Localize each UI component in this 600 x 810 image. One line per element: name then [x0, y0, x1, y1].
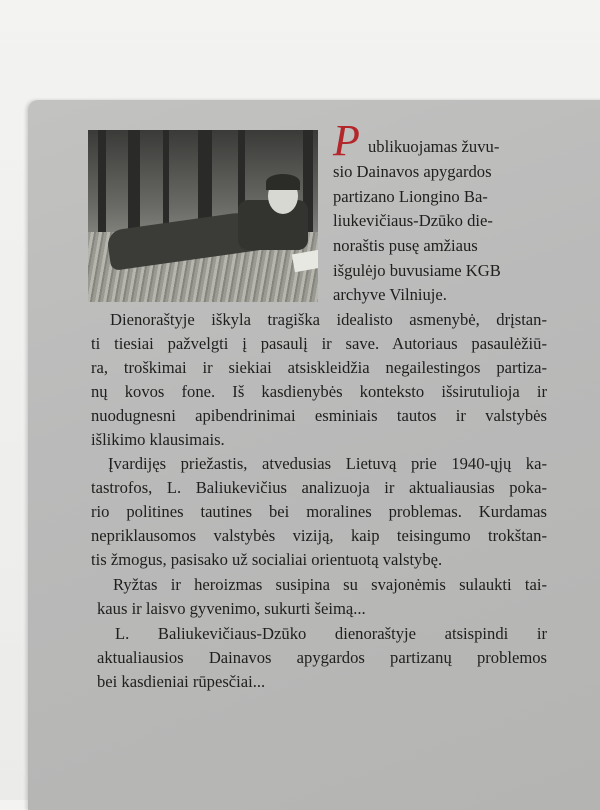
body-line: nepriklausomos valstybės viziją, kaip teisingumo trokštan-	[91, 526, 547, 545]
intro-line: archyve Vilniuje.	[333, 285, 447, 304]
body-line: Įvardijęs priežastis, atvedusias Lietuvą prie 1940-ųjų ka-	[108, 454, 547, 473]
body-line: išlikimo klausimais.	[91, 430, 225, 449]
partisan-photo	[88, 130, 318, 302]
intro-line: išgulėjo buvusiame KGB	[333, 261, 501, 280]
body-line: tastrofos, L. Baliukevičius analizuoja ir aktualiausias poka-	[91, 478, 547, 497]
drop-cap: P	[333, 116, 360, 165]
body-line: aktualiausios Dainavos apygardos partizanų problemos	[97, 648, 547, 667]
intro-line: sio Dainavos apygardos	[333, 162, 492, 181]
body-line: L. Baliukevičiaus-Dzūko dienoraštyje atsispindi ir	[115, 624, 547, 643]
body-line: rio politines tautines bei moralines problemas. Kurdamas	[91, 502, 547, 521]
intro-line: noraštis pusę amžiaus	[333, 236, 478, 255]
intro-line: partizano Liongino Ba-	[333, 187, 488, 206]
body-line: ra, troškimai ir siekiai atsiskleidžia negailestingos partiza-	[91, 358, 547, 377]
body-line: nų kovos fone. Iš kasdienybės konteksto išsirutulioja ir	[91, 382, 547, 401]
body-line: ti tiesiai pažvelgti į pasaulį ir save. Autoriaus pasaulėžiū-	[91, 334, 547, 353]
body-line: nuodugnesni apibendrinimai esminiais tautos ir valstybės	[91, 406, 547, 425]
intro-line: liukevičiaus-Dzūko die-	[333, 211, 493, 230]
intro-line: ublikuojamas žuvu-	[368, 137, 500, 156]
body-line: tis žmogus, pasisako už socialiai orientuotą valstybę.	[91, 550, 443, 569]
body-line: Ryžtas ir heroizmas susipina su svajonėmis sulaukti tai-	[113, 575, 547, 594]
body-line: kaus ir laisvo gyvenimo, sukurti šeimą...	[97, 599, 366, 618]
body-line: bei kasdieniai rūpesčiai...	[97, 672, 266, 691]
body-line: Dienoraštyje iškyla tragiška idealisto asmenybė, drįstan-	[110, 310, 547, 329]
